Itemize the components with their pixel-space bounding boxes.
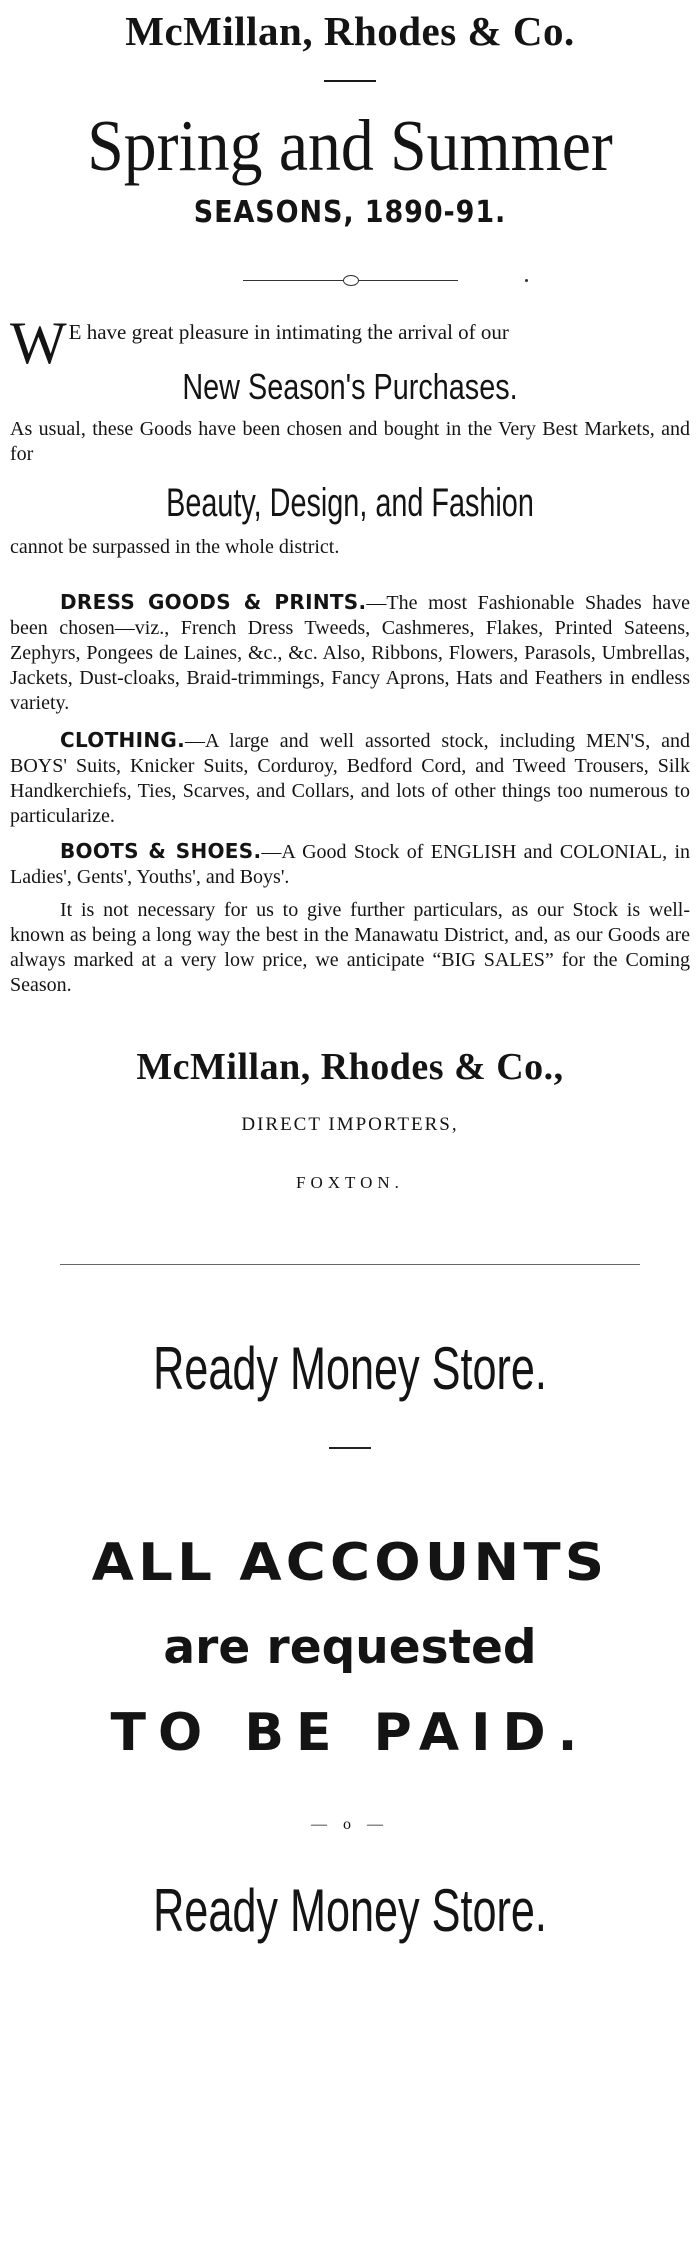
beauty-design-heading: Beauty, Design, and Fashion xyxy=(166,481,534,525)
firm-name-header: McMillan, Rhodes & Co. xyxy=(125,8,575,54)
intro-line: E have great pleasure in intimating the arrival of our xyxy=(68,320,509,344)
short-rule xyxy=(324,80,376,82)
to-be-paid-line: TO BE PAID. xyxy=(110,1703,590,1763)
clothing-paragraph xyxy=(10,728,690,829)
clothing-heading: CLOTHING. xyxy=(60,728,185,752)
boots-paragraph xyxy=(10,839,690,890)
boots-heading: BOOTS & SHOES. xyxy=(60,839,262,863)
intro-paragraph xyxy=(10,310,690,376)
dress-goods-paragraph xyxy=(10,590,690,716)
section-divider xyxy=(60,1264,640,1265)
closing-paragraph: It is not necessary for us to give further particulars, as our Stock is well-known as being a long way the best in the Manawatu District, and, as our Goods are always marked at a very low price, we anticipate “BIG SALES” for the Coming Season. xyxy=(10,899,690,996)
firm-name-signature: McMillan, Rhodes & Co., xyxy=(136,1046,564,1088)
ready-money-store-bottom: Ready Money Store. xyxy=(153,1877,547,1944)
ornament-divider xyxy=(243,274,458,286)
clothing-text: —A large and well assorted stock, including MEN'S, and BOYS' Suits, Knicker Suits, Corduroy, Bedford Cord, and Tweed Trousers, Silk Handkerchiefs, Ties, Scarves, and Collars, and lots of other things too numerous to particularize. xyxy=(10,730,690,827)
dress-goods-heading: DRESS GOODS & PRINTS. xyxy=(60,590,367,614)
ready-money-store-top: Ready Money Store. xyxy=(153,1335,547,1402)
dress-goods-text: —The most Fashionable Shades have been chosen—viz., French Dress Tweeds, Cashmeres, Flakes, Printed Sateens, Zephyrs, Pongees de Laines, &c., &c. Also, Ribbons, Flowers, Parasols, Umbrellas, Jackets, Dust-cloaks, Braid-trimmings, Fancy Aprons, Hats and Feathers in endless variety. xyxy=(10,592,691,714)
all-accounts-line: ALL ACCOUNTS xyxy=(91,1533,609,1593)
direct-importers: DIRECT IMPORTERS, xyxy=(241,1114,459,1135)
boots-text: —A Good Stock of ENGLISH and COLONIAL, in Ladies', Gents', Youths', and Boys'. xyxy=(10,841,691,888)
short-dash xyxy=(329,1447,371,1449)
intro-text-markets: As usual, these Goods have been chosen and bought in the Very Best Markets, and for xyxy=(10,418,690,465)
intro-text-district: cannot be surpassed in the whole district. xyxy=(10,536,340,558)
spring-summer-title: Spring and Summer xyxy=(87,105,613,186)
new-season-heading: New Season's Purchases. xyxy=(182,366,518,407)
newspaper-advertisement xyxy=(0,6,700,2248)
foxton-location: FOXTON. xyxy=(296,1173,404,1192)
are-requested-line: are requested xyxy=(163,1620,537,1675)
drop-cap: W xyxy=(10,310,67,376)
seasons-subtitle: SEASONS, 1890-91. xyxy=(193,195,507,230)
small-ornament: — o — xyxy=(311,1816,389,1833)
